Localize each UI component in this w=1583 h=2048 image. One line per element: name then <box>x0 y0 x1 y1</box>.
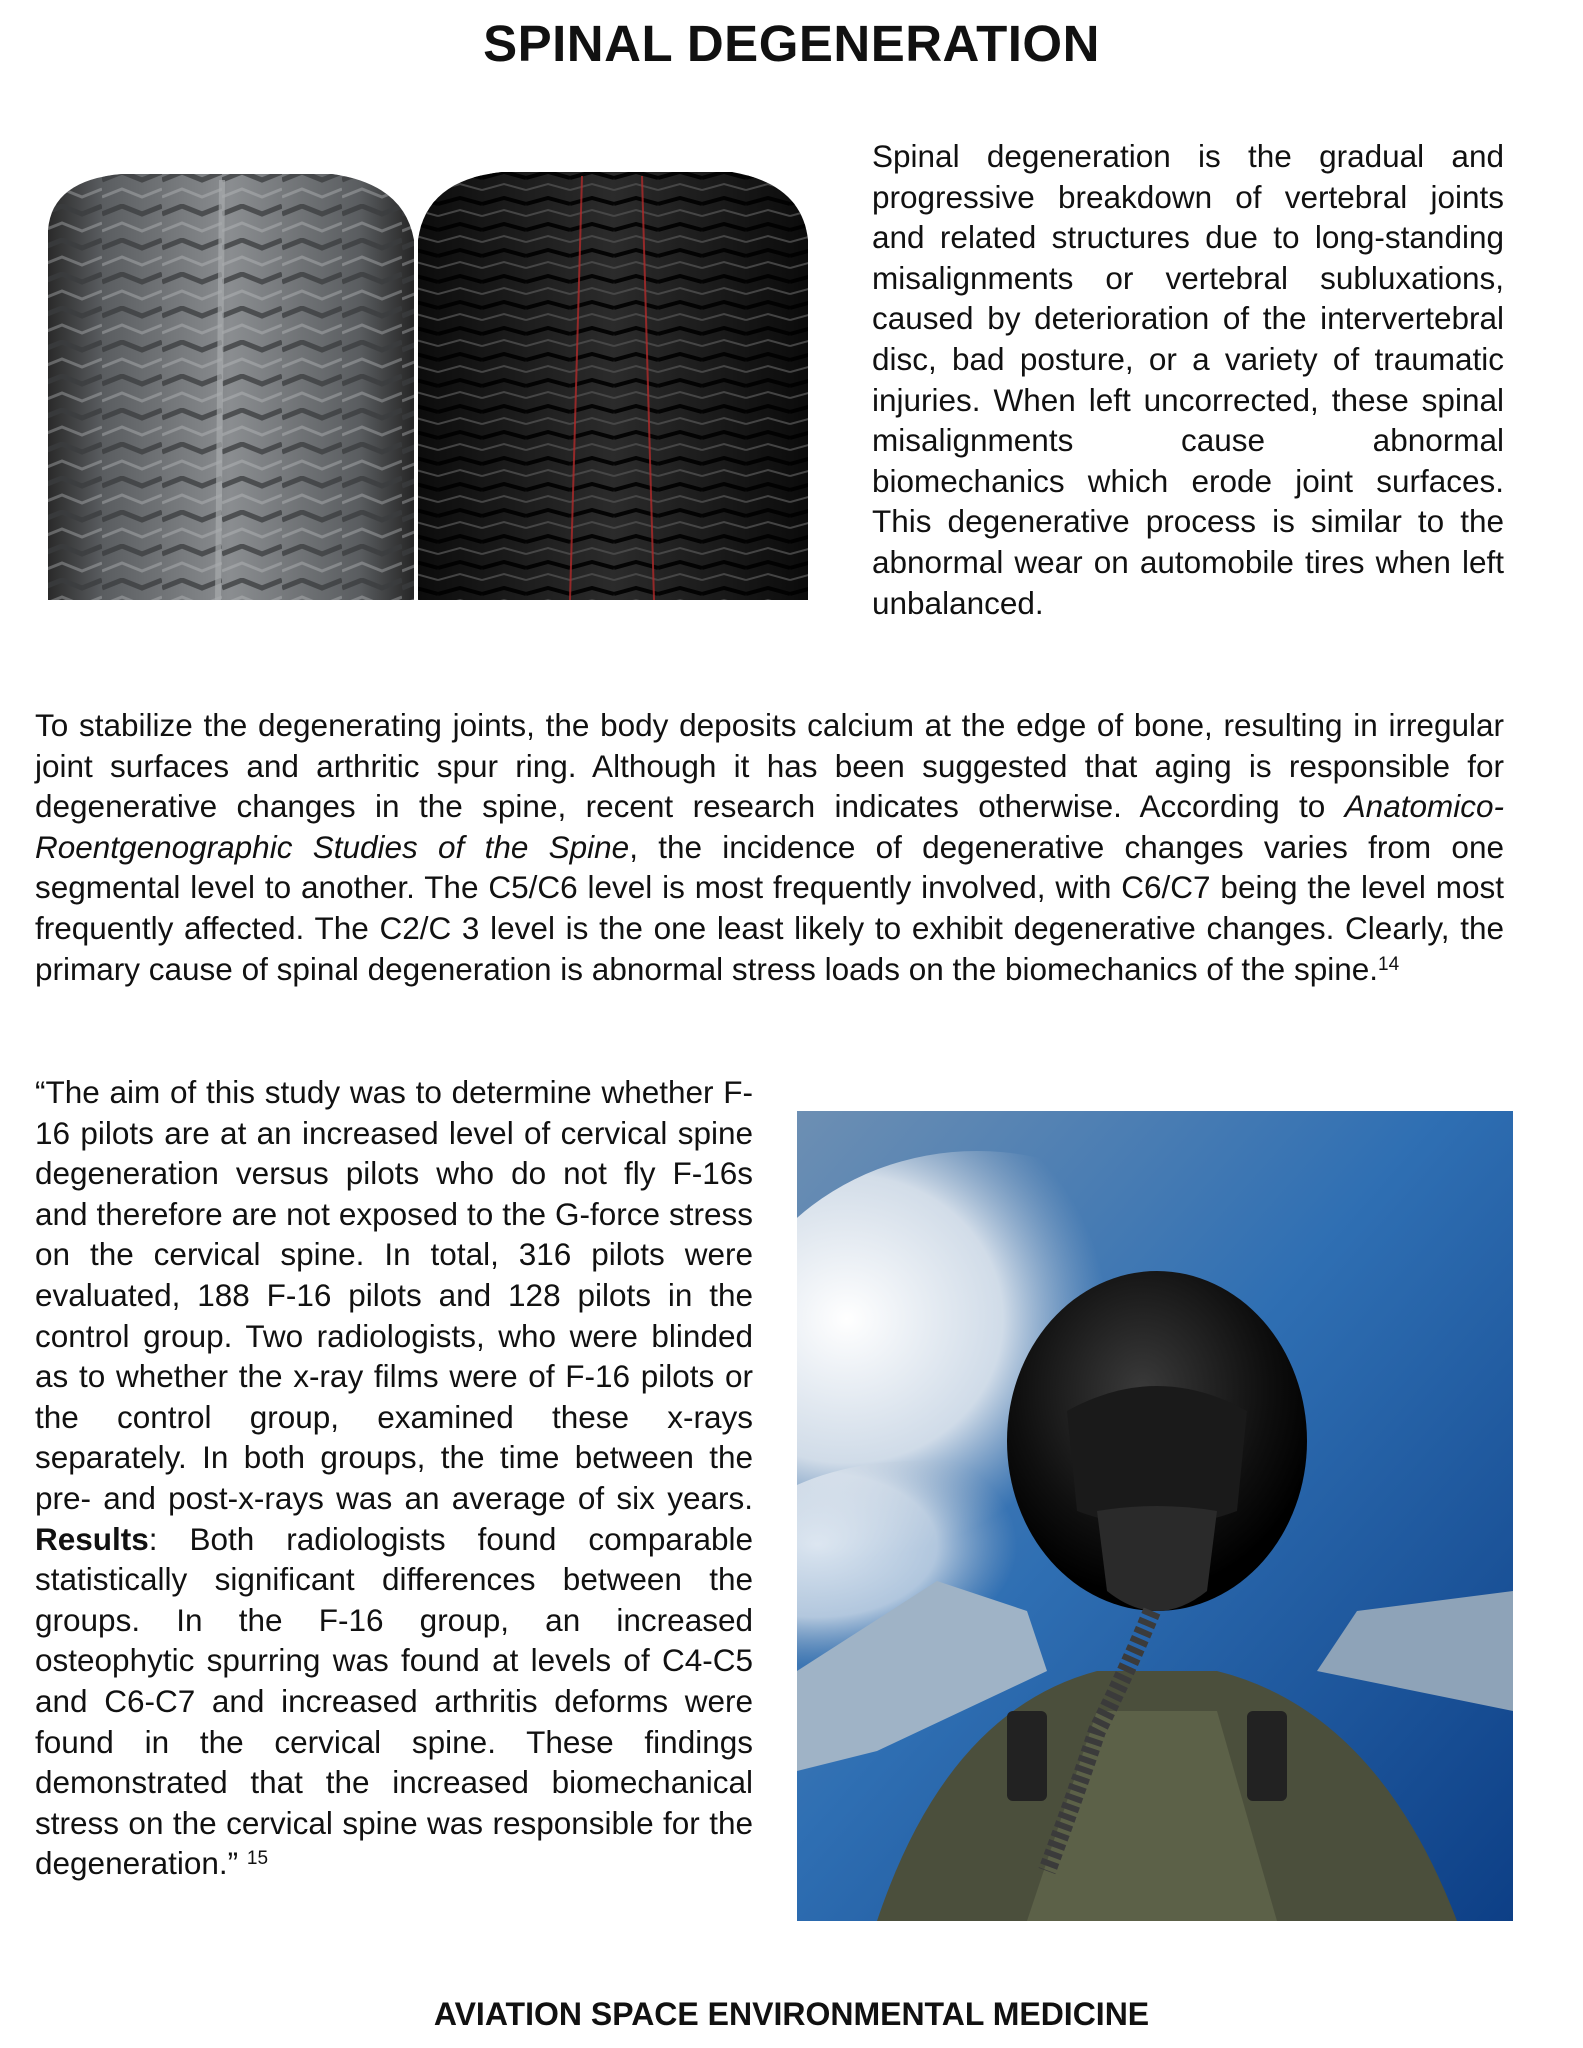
body-text-2: , the incidence of degenerative changes varies from one segmental level to another. The C5/C6 level is most frequently involved, with C6/C7 being the level most frequently affected. The C2/C 3 level is the one least likely to exhibit degenerative changes. Clearly, the primary cause of spinal degeneration is abnormal stress loads on the biomechanics of the spine. <box>35 828 1504 987</box>
reference-14: 14 <box>1378 953 1400 975</box>
page-footer: AVIATION SPACE ENVIRONMENTAL MEDICINE <box>433 1996 1150 2032</box>
body-text-1: To stabilize the degenerating joints, the body deposits calcium at the edge of bone, resulting in irregular joint surfaces and arthritic spur ring. Although it has been suggested that aging is responsible for degenerative changes in the spine, recent research indicates otherwise. According to <box>35 707 1504 825</box>
tires-photo <box>42 170 812 608</box>
fighter-pilot-photo <box>797 1111 1513 1921</box>
quote-text-1: “The aim of this study was to determine whether F-16 pilots are at an increased level of cervical spine degeneration versus pilots who do not fly F-16s and therefore are not exposed to the G-force stress on the cervical spine. In total, 316 pilots were evaluated, 188 F-16 pilots and 128 pilots in the control group. Two radiologists, who were blinded as to whether the x-ray films were of F-16 pilots or the control group, examined these x-rays separately. In both groups, the time between the pre- and post-x-rays was an average of six years. <box>35 1074 753 1516</box>
results-label: Results <box>35 1520 149 1557</box>
quote-text-2: : Both radiologists found comparable statistically significant differences between the groups. In the F-16 group, an increased osteophytic spurring was found at levels of C4-C5 and C6-C7 and increased arthritis deforms were found in the cervical spine. These findings demonstrated that the increased biomechanical stress on the cervical spine was responsible for the degeneration.” <box>35 1520 753 1882</box>
intro-paragraph: Spinal degeneration is the gradual and progressive breakdown of vertebral joints and related structures due to long-standing misalignments or vertebral subluxations, caused by deterioration of the intervertebral disc, bad posture, or a variety of traumatic injuries. When left uncorrected, these spinal misalignments cause abnormal biomechanics which erode joint surfaces. This degenerative process is similar to the abnormal wear on automobile tires when left unbalanced. <box>872 138 1504 621</box>
citation-title: Anatomico-Roentgenographic Studies of the Spine <box>35 788 1504 865</box>
page-title: SPINAL DEGENERATION <box>483 15 1100 72</box>
body-paragraph <box>35 705 1504 989</box>
quote-paragraph <box>35 1072 753 1884</box>
reference-15: 15 <box>246 1848 269 1870</box>
